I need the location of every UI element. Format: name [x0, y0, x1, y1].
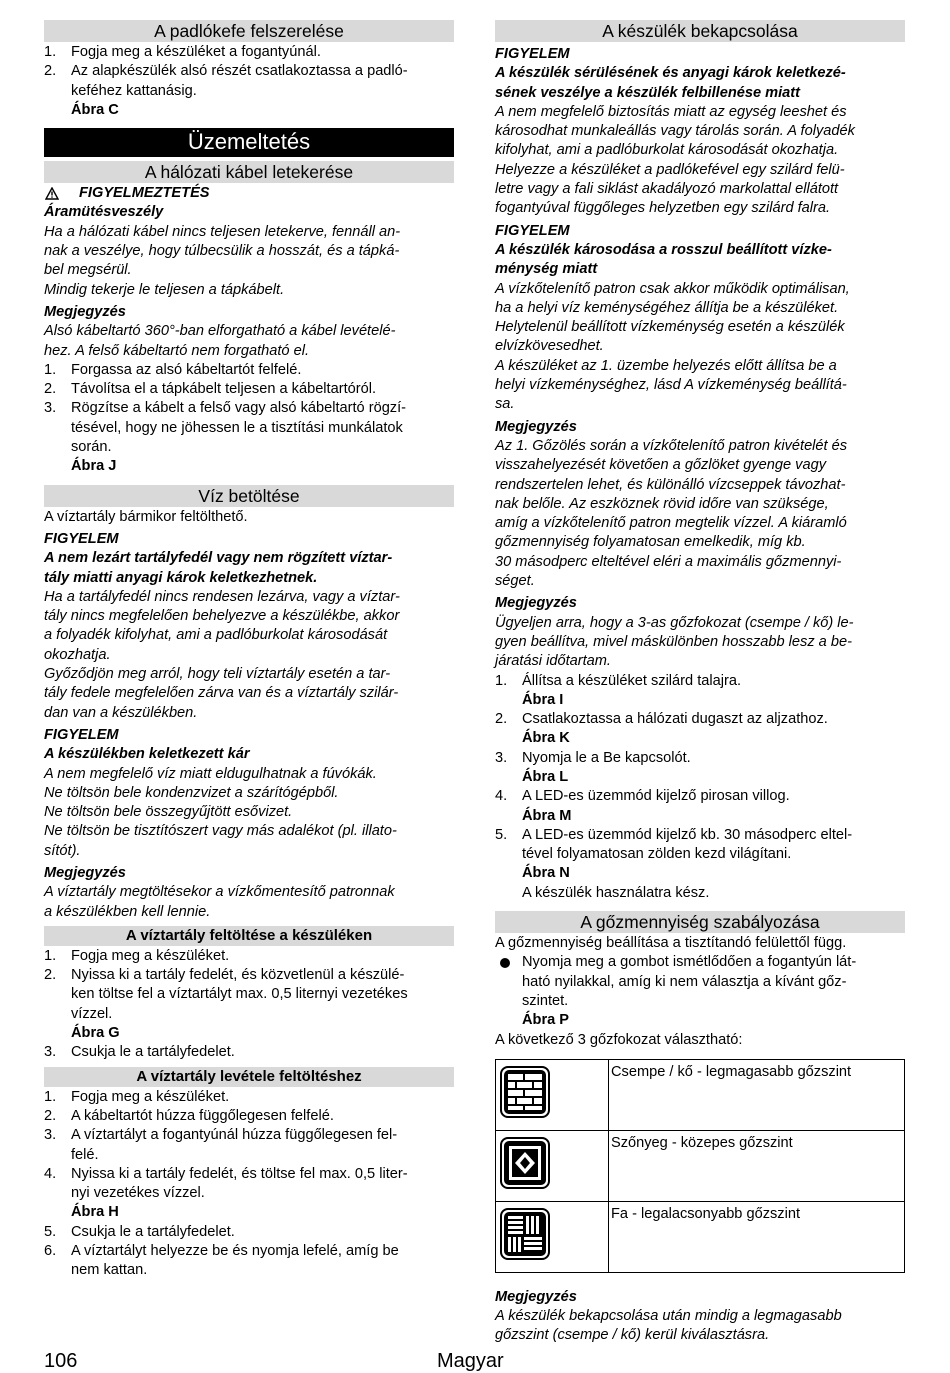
list-item: 6. A víztartályt helyezze be és nyomja lefelé, amíg be nem kattan.: [44, 1243, 399, 1279]
figure-reference: Ábra P: [522, 1012, 570, 1029]
chapter-heading-operation: Üzemeltetés: [44, 128, 454, 157]
caution-title: A nem lezárt tartályfedél vagy nem rögzített víztar- tály miatti anyagi károk keletkezhetnek.: [44, 550, 393, 586]
steam-intro: A gőzmennyiség beállítása a tisztítandó felülettől függ.: [495, 935, 847, 952]
caution-title: A készülék sérülésének és anyagi károk keletkezé- sének veszélye a készülék felbillenése miatt: [495, 65, 846, 101]
tile-stone-icon: [500, 1066, 550, 1118]
figure-reference: Ábra N: [522, 865, 570, 882]
wood-icon: [500, 1208, 550, 1260]
list-item: 3. A víztartályt a fogantyúnál húzza függőlegesen fel- felé.: [44, 1127, 398, 1163]
section-heading-floor-brush: A padlókefe felszerelése: [44, 20, 454, 42]
note-label: Megjegyzés: [44, 864, 126, 881]
figure-reference: Ábra K: [522, 730, 570, 747]
list-item: 4. A LED-es üzemmód kijelző pirosan villog. Ábra M: [495, 788, 790, 824]
list-item: 2. Csatlakoztassa a hálózati dugaszt az aljzathoz. Ábra K: [495, 711, 828, 747]
list-item: 5. A LED-es üzemmód kijelző kb. 30 másodperc eltel- tével folyamatosan zölden kezd világítani. Ábra N A készülék használatra kész.: [495, 826, 853, 901]
caution-text: A nem megfelelő víz miatt eldugulhatnak a fúvókák. Ne töltsön bele kondenzvizet a szárítógépből. Ne töltsön bele összegyűjtött esővizet. Ne töltsön be tisztítószert vagy más adalékot (pl. illato- sítót).: [44, 765, 397, 859]
section-heading-steam: A gőzmennyiség szabályozása: [495, 911, 905, 933]
figure-reference: Ábra I: [522, 691, 564, 708]
note-text: A készülék bekapcsolása után mindig a legmagasabb gőzszint (csempe / kő) kerül kiválasztásra.: [495, 1308, 842, 1344]
caution-text: A nem megfelelő biztosítás miatt az egység leeshet és károsodhat munkaleállás vagy tárolás során. A folyadék kifolyhat, ami a padlóburkolat károsodását okozhatja. Helyezze a készüléket a padlókefével egy szilárd felü- letre vagy a fali siklást akadályozó markolattal ellátott fogantyúval függőleges helyzetben egy szilárd falra.: [495, 103, 855, 217]
steam-levels-table: [495, 1059, 905, 1273]
warning-label: FIGYELMEZTETÉS: [44, 184, 454, 203]
figure-reference: Ábra G: [71, 1025, 120, 1042]
list-item: 1. Fogja meg a készüléket.: [44, 947, 230, 964]
list-item: 4. Nyissa ki a tartály fedelét, és töltse fel max. 0,5 liter- nyi vezetékes vízzel.: [44, 1165, 408, 1202]
list-item: 5. Csukja le a tartályfedelet.: [44, 1223, 235, 1240]
caution-label: FIGYELEM: [44, 726, 119, 743]
figure-reference: Ábra C: [71, 101, 119, 118]
note-label: Megjegyzés: [495, 595, 577, 612]
section-heading-cable: A hálózati kábel letekerése: [44, 161, 454, 183]
figure-reference: Ábra L: [522, 768, 569, 785]
list-item: 1. Állítsa a készüléket szilárd talajra. Ábra I: [495, 672, 741, 708]
table-row: [496, 1201, 905, 1272]
steam-levels-intro: A következő 3 gőzfokozat választható:: [495, 1031, 743, 1048]
remove-steps: [44, 1088, 454, 1204]
bullet-icon: [495, 953, 522, 1011]
figure-reference: Ábra H: [71, 1204, 119, 1221]
caution-title: A készülék károsodása a rosszul beállított vízke- ménység miatt: [495, 241, 832, 278]
warning-triangle-icon: [45, 187, 59, 200]
carpet-icon: [500, 1137, 550, 1189]
list-item: 2. A kábeltartót húzza függőlegesen felfelé.: [44, 1107, 334, 1124]
caution-title: A készülékben keletkezett kár: [44, 746, 250, 763]
figure-reference: Ábra M: [522, 807, 572, 824]
table-row: [496, 1130, 905, 1201]
fill-steps: [44, 947, 454, 1024]
list-item: 3. Csukja le a tartályfedelet.: [44, 1044, 235, 1061]
page-footer: [44, 1348, 905, 1373]
section-heading-switch-on: A készülék bekapcsolása: [495, 20, 905, 42]
caution-label: FIGYELEM: [495, 46, 570, 62]
bullet-item: Nyomja meg a gombot ismétlődően a fogantyún lát- ható nyilakkal, amíg ki nem választja a kívánt gőz- szintet.: [495, 953, 905, 1011]
right-column: [495, 20, 905, 1346]
note-text: A víztartály megtöltésekor a vízkőmentesítő patronnak a készülékben kell lennie.: [44, 884, 395, 920]
caution-text: Ha a tartályfedél nincs rendesen lezárva, vagy a víztar- tály nincs megfelelően behelyezve a készülékbe, akkor a folyadék kifolyhat, ami a padlóburkolat károsodását okozhatja. Győződjön meg arról, hogy teli víztartály esetén a tar- tály fedele megfelelően zárva van és a víztartály szilár- dan van a készülékben.: [44, 588, 400, 721]
note-text: Az 1. Gőzölés során a vízkőtelenítő patron kivételét és visszahelyezését követően a gőzlöket gyenge vagy rendszertelen lehet, és különálló vízcseppek távozhat- nak belőle. Az eszköznek rövid időre van szüksége, amíg a vízkőtelenítő patron megtelik vízzel. A kiáramló gőzmennyiség folyamatosan emelkedik, míg kb. 30 másodperc elteltével eléri a maximális gőzmennyi- séget.: [495, 437, 848, 590]
table-row: [496, 1059, 905, 1130]
floor-brush-steps: [44, 43, 454, 101]
note-label: Megjegyzés: [495, 1288, 577, 1305]
warning-title: Áramütésveszély: [44, 204, 164, 221]
note-label: Megjegyzés: [44, 303, 126, 320]
steam-level-label: Fa - legalacsonyabb gőzszint: [609, 1201, 905, 1272]
list-item: 1. Forgassa az alsó kábeltartót felfelé.: [44, 361, 302, 378]
caution-text: A vízkőtelenítő patron csak akkor működik optimálisan, ha a helyi víz keménységéhez állítja be a készüléket. Helytelenül beállított vízkeménység esetén a készülék elvízkövesedhet. A készüléket az 1. üzembe helyezés előtt állítsa be a helyi vízkeménységhez, lásd A vízkeménység beállítá- sa.: [495, 280, 850, 413]
section-heading-water: Víz betöltése: [44, 485, 454, 507]
list-item: 2. Nyissa ki a tartály fedelét, és közvetlenül a készülé- ken töltse fel a víztartályt max. 0,5 liternyi vezetékes vízzel.: [44, 967, 408, 1022]
switch-on-steps: [495, 672, 905, 904]
note-label: Megjegyzés: [495, 418, 577, 435]
water-intro: A víztartály bármikor feltölthető.: [44, 508, 248, 525]
list-item: 3. Rögzítse a kábelt a felső vagy alsó kábeltartó rögzí- tésével, hogy ne jöhessen le a tisztítási munkálatok során.: [44, 400, 407, 456]
note-text: Ügyeljen arra, hogy a 3-as gőzfokozat (csempe / kő) le- gyen beállítva, mivel máskülönben hosszabb lesz a be- járatási időtartam.: [495, 614, 854, 670]
list-item: 3. Nyomja le a Be kapcsolót. Ábra L: [495, 749, 691, 785]
list-item: 2. Az alapkészülék alsó részét csatlakoztassa a padló- keféhez kattanásig.: [44, 63, 408, 99]
steam-level-label: Csempe / kő - legmagasabb gőzszint: [609, 1059, 905, 1130]
caution-label: FIGYELEM: [495, 222, 570, 239]
caution-label: FIGYELEM: [44, 530, 119, 547]
language-label: Magyar: [437, 1350, 504, 1372]
steam-level-label: Szőnyeg - közepes gőzszint: [609, 1130, 905, 1201]
left-column: [44, 20, 454, 1281]
list-item: 1. Fogja meg a készüléket a fogantyúnál.: [44, 44, 321, 60]
list-item: 2. Távolítsa el a tápkábelt teljesen a kábeltartóról.: [44, 381, 377, 398]
subsection-heading-fill: A víztartály feltöltése a készüléken: [44, 926, 454, 946]
figure-reference: Ábra J: [71, 458, 117, 475]
note-text: Alsó kábeltartó 360°-ban elforgatható a kábel levételé- hez. A felső kábeltartó nem forgatható el.: [44, 323, 396, 359]
list-item: 1. Fogja meg a készüléket.: [44, 1088, 230, 1105]
subsection-heading-remove: A víztartály levétele feltöltéshez: [44, 1067, 454, 1087]
cable-steps: [44, 361, 454, 457]
warning-text: Ha a hálózati kábel nincs teljesen letekerve, fennáll an- nak a veszélye, hogy túlbecsülik a hosszát, és a tápká- bel megsérül. Mindig tekerje le teljesen a tápkábelt.: [44, 223, 401, 298]
page-number: 106: [44, 1350, 78, 1372]
